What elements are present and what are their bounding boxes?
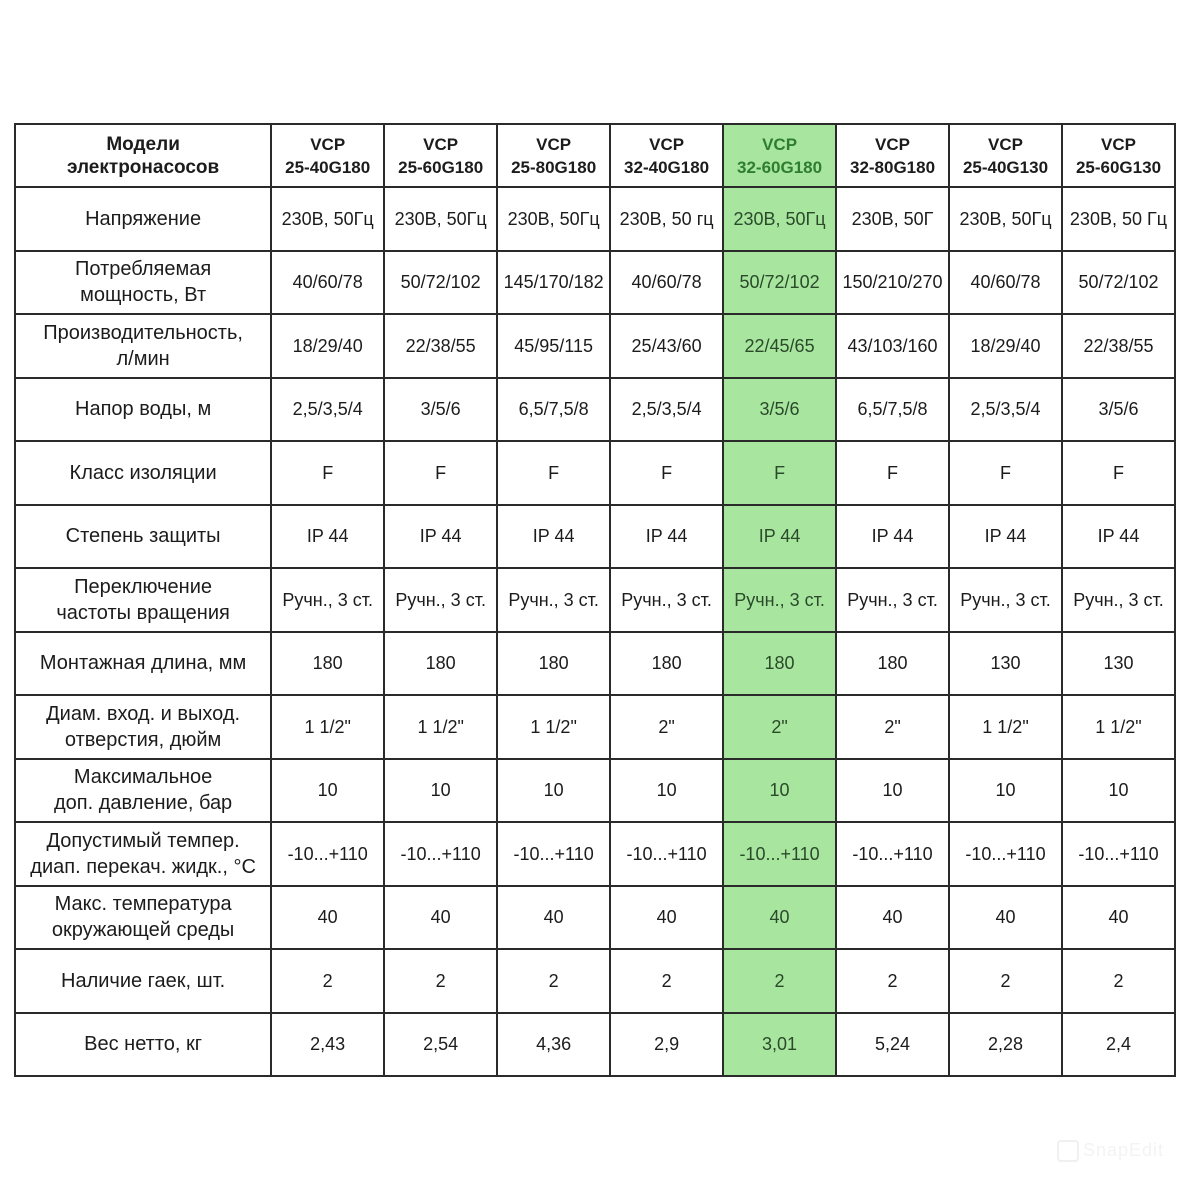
value-cell: 50/72/102: [384, 251, 497, 315]
value-cell: IP 44: [384, 505, 497, 569]
value-cell: 10: [610, 759, 723, 823]
value-cell-highlighted: 10: [723, 759, 836, 823]
value-cell: Ручн., 3 ст.: [497, 568, 610, 632]
value-cell: 10: [271, 759, 384, 823]
row-label-cell: [15, 632, 271, 696]
row-label-cell: [15, 441, 271, 505]
model-code: 25-40G180: [285, 157, 371, 177]
value-cell: 10: [497, 759, 610, 823]
value-cell: F: [610, 441, 723, 505]
value-cell: 2: [836, 949, 949, 1013]
table-row: [15, 568, 1175, 632]
value-cell: 40: [271, 886, 384, 950]
table-row: [15, 314, 1175, 378]
value-cell-highlighted: -10...+110: [723, 822, 836, 886]
value-cell: 1 1/2": [1062, 695, 1175, 759]
models-header-line: электронасосов: [66, 156, 220, 178]
value-cell: 2: [1062, 949, 1175, 1013]
value-cell: 18/29/40: [949, 314, 1062, 378]
value-cell: 6,5/7,5/8: [836, 378, 949, 442]
value-cell: 2,5/3,5/4: [271, 378, 384, 442]
value-cell: 5,24: [836, 1013, 949, 1077]
table-row: [15, 441, 1175, 505]
value-cell: 130: [1062, 632, 1175, 696]
models-header-cell: [15, 124, 271, 187]
row-label-line: частоты вращения: [56, 601, 230, 624]
value-cell: 40: [1062, 886, 1175, 950]
value-cell: 230В, 50Гц: [384, 187, 497, 251]
value-cell: -10...+110: [1062, 822, 1175, 886]
row-label-line: л/мин: [116, 347, 170, 370]
model-header-cell: [271, 124, 384, 187]
row-label-line: Монтажная длина, мм: [39, 652, 247, 675]
header-row: [15, 124, 1175, 187]
model-brand: VCP: [310, 134, 346, 154]
value-cell: Ручн., 3 ст.: [1062, 568, 1175, 632]
value-cell: 1 1/2": [384, 695, 497, 759]
table-row: [15, 695, 1175, 759]
row-label-line: Напор воды, м: [75, 398, 212, 421]
row-label-line: Макс. температура: [54, 893, 232, 916]
model-code: 25-80G180: [511, 157, 597, 177]
value-cell: 10: [836, 759, 949, 823]
model-header-cell: [497, 124, 610, 187]
value-cell-highlighted: 2": [723, 695, 836, 759]
row-label-line: Вес нетто, кг: [84, 1033, 203, 1056]
table-row: [15, 505, 1175, 569]
value-cell: 10: [384, 759, 497, 823]
value-cell: 180: [271, 632, 384, 696]
value-cell-highlighted: 3/5/6: [723, 378, 836, 442]
value-cell: 50/72/102: [1062, 251, 1175, 315]
value-cell: 18/29/40: [271, 314, 384, 378]
model-brand: VCP: [1101, 134, 1136, 154]
value-cell: -10...+110: [497, 822, 610, 886]
value-cell: F: [949, 441, 1062, 505]
row-label-cell: [15, 251, 271, 315]
model-code: 25-40G130: [962, 157, 1049, 177]
value-cell: -10...+110: [271, 822, 384, 886]
row-label-line: доп. давление, бар: [54, 792, 233, 815]
row-label-line: окружающей среды: [51, 919, 235, 942]
row-label-line: Производительность,: [43, 321, 243, 344]
row-label-line: Переключение: [74, 575, 213, 598]
value-cell: 40: [836, 886, 949, 950]
model-code: 32-40G180: [624, 157, 710, 177]
value-cell: 2: [497, 949, 610, 1013]
model-brand: VCP: [423, 134, 459, 154]
value-cell: Ручн., 3 ст.: [610, 568, 723, 632]
value-cell: F: [497, 441, 610, 505]
value-cell-highlighted: 22/45/65: [723, 314, 836, 378]
value-cell: 2,5/3,5/4: [610, 378, 723, 442]
value-cell: 3/5/6: [384, 378, 497, 442]
table-row: [15, 1013, 1175, 1077]
value-cell: 130: [949, 632, 1062, 696]
value-cell: F: [271, 441, 384, 505]
value-cell: Ручн., 3 ст.: [949, 568, 1062, 632]
watermark-text: SnapEdit: [1082, 1140, 1164, 1160]
row-label-line: Допустимый темпер.: [46, 829, 240, 852]
models-header-line: Модели: [106, 133, 180, 155]
value-cell: 40: [497, 886, 610, 950]
row-label-cell: [15, 695, 271, 759]
value-cell: 40/60/78: [610, 251, 723, 315]
spec-table: [14, 123, 1176, 1077]
table-row: [15, 378, 1175, 442]
model-brand: VCP: [762, 134, 798, 154]
model-header-cell-highlighted: [723, 124, 836, 187]
value-cell: 2,43: [271, 1013, 384, 1077]
table-row: [15, 632, 1175, 696]
value-cell: 2: [610, 949, 723, 1013]
row-label-cell: [15, 759, 271, 823]
row-label-line: Наличие гаек, шт.: [61, 969, 226, 992]
value-cell: IP 44: [271, 505, 384, 569]
value-cell-highlighted: 50/72/102: [723, 251, 836, 315]
value-cell: 40: [949, 886, 1062, 950]
value-cell: 230В, 50 Гц: [1062, 187, 1175, 251]
row-label-cell: [15, 314, 271, 378]
value-cell: 25/43/60: [610, 314, 723, 378]
value-cell: 180: [384, 632, 497, 696]
value-cell: 1 1/2": [949, 695, 1062, 759]
table-row: [15, 949, 1175, 1013]
value-cell: 1 1/2": [497, 695, 610, 759]
table-row: [15, 251, 1175, 315]
row-label-line: диап. перекач. жидк., °С: [30, 855, 256, 878]
value-cell: 10: [1062, 759, 1175, 823]
value-cell: 230В, 50Гц: [497, 187, 610, 251]
model-code: 25-60G130: [1075, 157, 1162, 177]
snapedit-icon: [1057, 1140, 1079, 1162]
value-cell: IP 44: [836, 505, 949, 569]
model-brand: VCP: [536, 134, 572, 154]
value-cell: 6,5/7,5/8: [497, 378, 610, 442]
value-cell: 180: [610, 632, 723, 696]
table-row: [15, 187, 1175, 251]
table-row: [15, 822, 1175, 886]
value-cell: F: [1062, 441, 1175, 505]
value-cell: 230В, 50Г: [836, 187, 949, 251]
model-brand: VCP: [649, 134, 685, 154]
value-cell: 10: [949, 759, 1062, 823]
model-header-cell: [949, 124, 1062, 187]
value-cell: Ручн., 3 ст.: [384, 568, 497, 632]
value-cell: 40/60/78: [271, 251, 384, 315]
value-cell: 145/170/182: [497, 251, 610, 315]
value-cell: 40: [384, 886, 497, 950]
model-header-cell: [384, 124, 497, 187]
row-label-cell: [15, 822, 271, 886]
value-cell: -10...+110: [384, 822, 497, 886]
model-code: 32-80G180: [849, 157, 936, 177]
row-label-cell: [15, 886, 271, 950]
value-cell: 4,36: [497, 1013, 610, 1077]
value-cell: 230В, 50 гц: [610, 187, 723, 251]
value-cell: 230В, 50Гц: [271, 187, 384, 251]
model-code: 32-60G180: [737, 157, 823, 177]
model-header-cell: [836, 124, 949, 187]
value-cell: 2,5/3,5/4: [949, 378, 1062, 442]
value-cell: 2: [271, 949, 384, 1013]
row-label-line: отверстия, дюйм: [64, 728, 222, 751]
row-label-cell: [15, 187, 271, 251]
value-cell: -10...+110: [836, 822, 949, 886]
value-cell: 22/38/55: [1062, 314, 1175, 378]
value-cell: 2,54: [384, 1013, 497, 1077]
value-cell: -10...+110: [610, 822, 723, 886]
spec-table-body: [15, 187, 1175, 1076]
model-brand: VCP: [988, 134, 1023, 154]
value-cell: 3/5/6: [1062, 378, 1175, 442]
value-cell: -10...+110: [949, 822, 1062, 886]
value-cell: 40: [610, 886, 723, 950]
value-cell-highlighted: IP 44: [723, 505, 836, 569]
model-brand: VCP: [875, 134, 911, 154]
value-cell: IP 44: [610, 505, 723, 569]
value-cell: 45/95/115: [497, 314, 610, 378]
value-cell: 1 1/2": [271, 695, 384, 759]
value-cell: F: [384, 441, 497, 505]
value-cell: 43/103/160: [836, 314, 949, 378]
row-label-cell: [15, 505, 271, 569]
value-cell: 180: [836, 632, 949, 696]
value-cell: Ручн., 3 ст.: [271, 568, 384, 632]
value-cell: 2,4: [1062, 1013, 1175, 1077]
value-cell: F: [836, 441, 949, 505]
row-label-cell: [15, 949, 271, 1013]
table-row: [15, 759, 1175, 823]
value-cell-highlighted: 3,01: [723, 1013, 836, 1077]
value-cell: 22/38/55: [384, 314, 497, 378]
value-cell-highlighted: F: [723, 441, 836, 505]
value-cell: 2,9: [610, 1013, 723, 1077]
model-code: 25-60G180: [398, 157, 484, 177]
model-header-cell: [1062, 124, 1175, 187]
value-cell: 2: [384, 949, 497, 1013]
row-label-line: Напряжение: [85, 207, 202, 230]
row-label-line: Максимальное: [73, 766, 213, 789]
watermark: [1057, 1140, 1164, 1162]
row-label-line: Диам. вход. и выход.: [46, 702, 241, 725]
model-header-cell: [610, 124, 723, 187]
row-label-line: Потребляемая: [75, 258, 212, 281]
value-cell: IP 44: [1062, 505, 1175, 569]
value-cell: 230В, 50Гц: [949, 187, 1062, 251]
value-cell: 150/210/270: [836, 251, 949, 315]
value-cell: 2": [610, 695, 723, 759]
value-cell-highlighted: 180: [723, 632, 836, 696]
value-cell-highlighted: 40: [723, 886, 836, 950]
row-label-cell: [15, 568, 271, 632]
value-cell: 40/60/78: [949, 251, 1062, 315]
value-cell: 2: [949, 949, 1062, 1013]
row-label-cell: [15, 378, 271, 442]
value-cell-highlighted: Ручн., 3 ст.: [723, 568, 836, 632]
row-label-line: мощность, Вт: [80, 284, 207, 307]
value-cell: 180: [497, 632, 610, 696]
row-label-line: Степень защиты: [65, 525, 221, 548]
value-cell: 2,28: [949, 1013, 1062, 1077]
row-label-line: Класс изоляции: [69, 461, 217, 484]
row-label-cell: [15, 1013, 271, 1077]
value-cell: Ручн., 3 ст.: [836, 568, 949, 632]
value-cell: IP 44: [949, 505, 1062, 569]
table-row: [15, 886, 1175, 950]
value-cell: 2": [836, 695, 949, 759]
value-cell-highlighted: 2: [723, 949, 836, 1013]
value-cell: IP 44: [497, 505, 610, 569]
value-cell-highlighted: 230В, 50Гц: [723, 187, 836, 251]
